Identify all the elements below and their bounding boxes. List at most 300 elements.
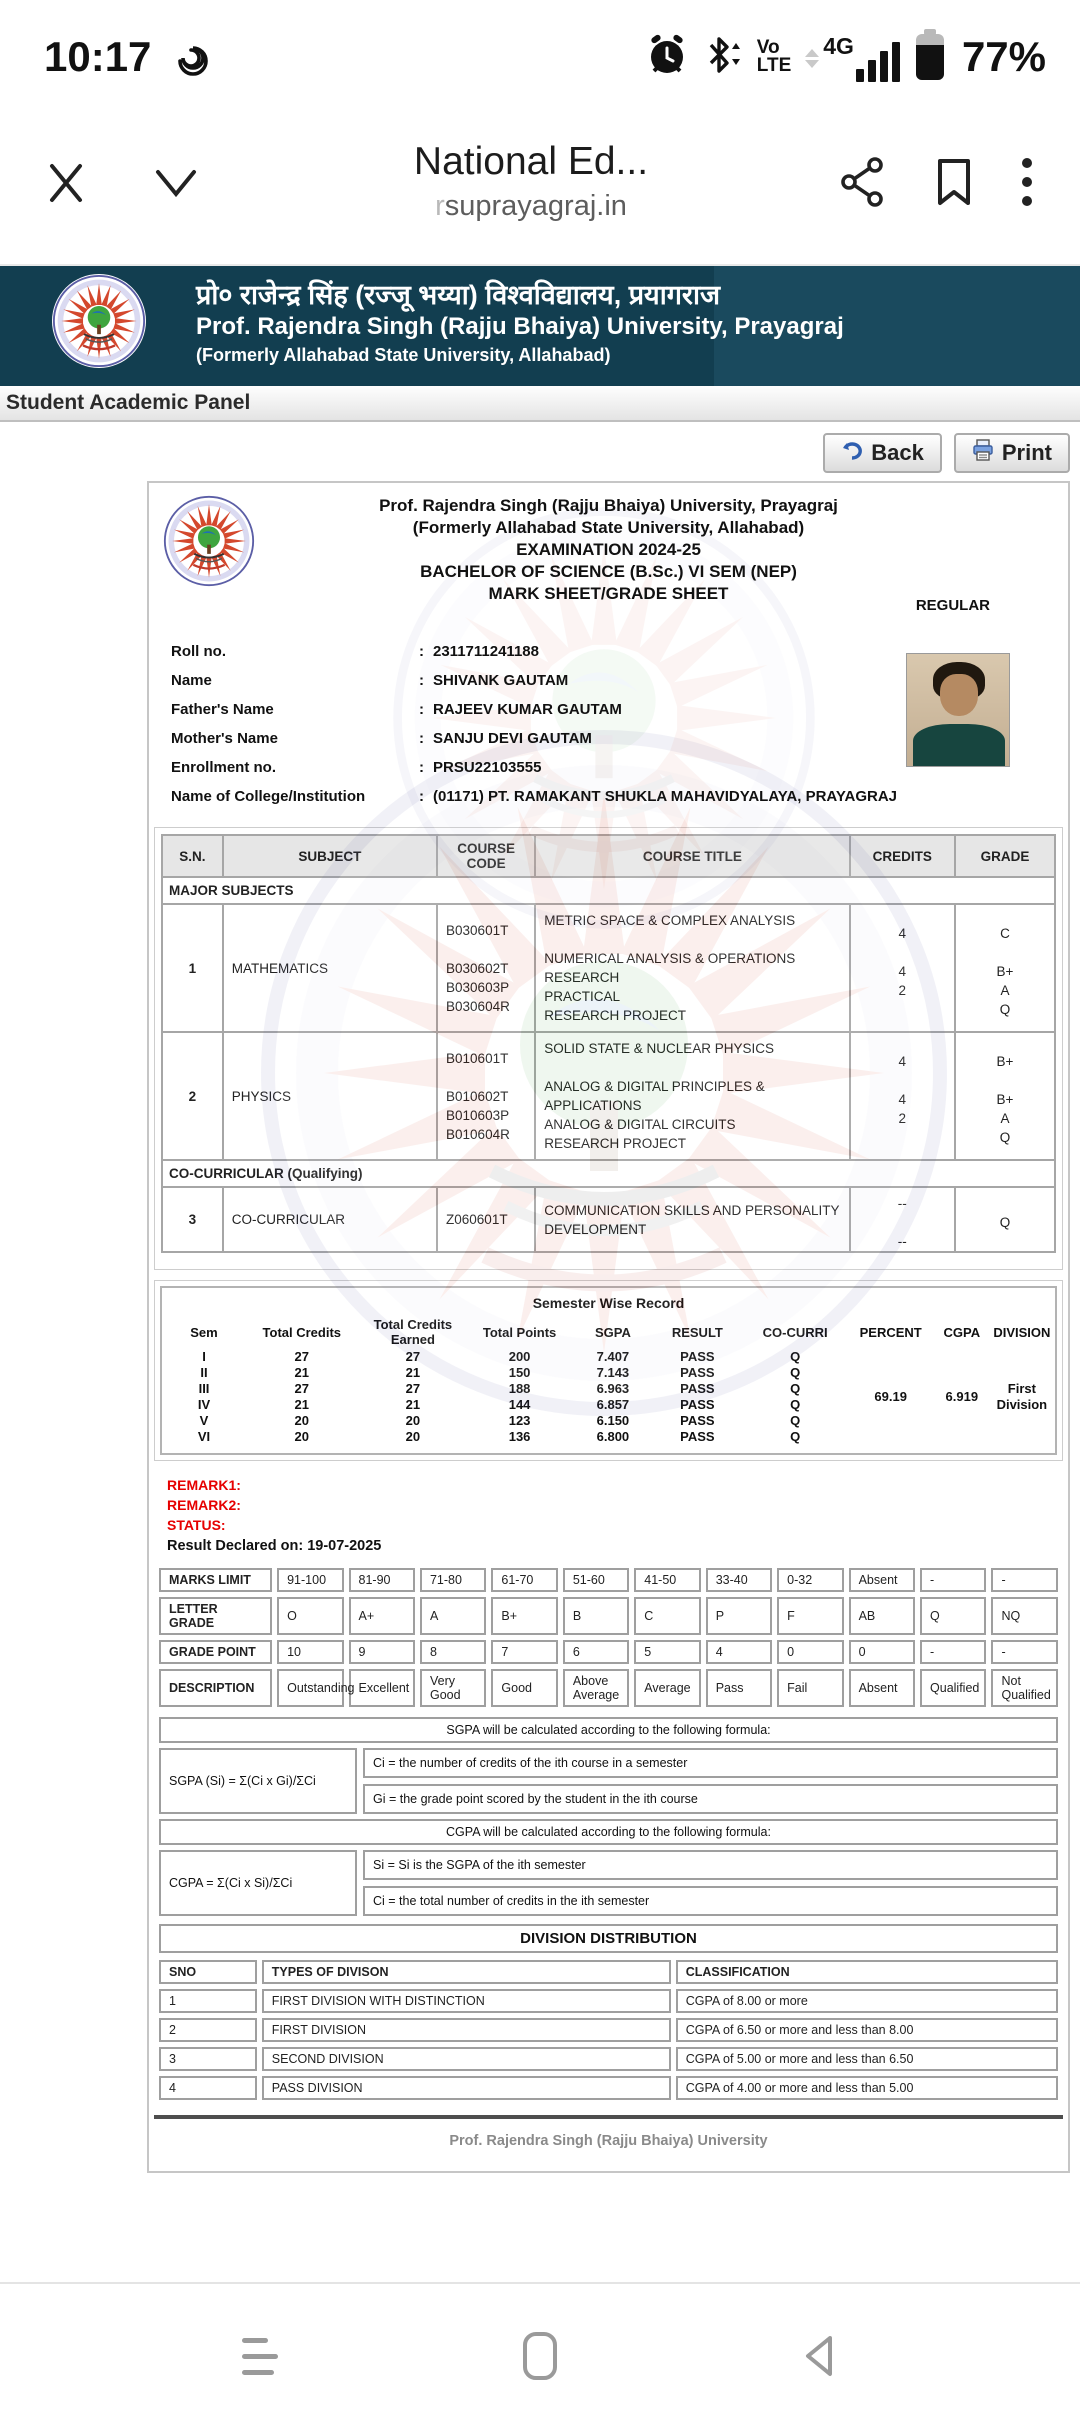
university-name-english: Prof. Rajendra Singh (Rajju Bhaiya) University, Prayagraj	[196, 313, 844, 340]
semester-record-table	[164, 1292, 1053, 1445]
subject-name: CO-CURRICULAR	[223, 1187, 437, 1252]
semester-header-cell: Total Credits	[262, 1324, 342, 1340]
overflow-menu-icon[interactable]	[1020, 155, 1034, 209]
semester-header-cell: Sem	[190, 1324, 218, 1340]
student-details	[149, 633, 1068, 821]
detail-value: (01171) PT. RAMAKANT SHUKLA MAHAVIDYALAYA, PRAYAGRAJ	[433, 788, 897, 805]
course-grade-line: Q	[999, 1215, 1011, 1230]
grade-scale-cell: Absent	[849, 1568, 915, 1592]
division-cell: SECOND DIVISION	[262, 2047, 671, 2071]
course-credit-line	[851, 1000, 954, 1019]
division-header-cell: TYPES OF DIVISON	[262, 1960, 671, 1984]
formula-note: Ci = the total number of credits in the ith semester	[363, 1886, 1058, 1916]
grade-scale-cell: C	[634, 1597, 700, 1635]
detail-colon: :	[419, 701, 424, 718]
semester-cell: Q	[790, 1365, 801, 1380]
mark-sheet-card	[147, 481, 1070, 2173]
course-codes	[437, 1187, 535, 1252]
course-title-line: COMMUNICATION SKILLS AND PERSONALITY DEVELOPMENT	[544, 1202, 840, 1237]
grade-scale-cell: Outstanding	[277, 1669, 343, 1707]
cgpa-value: 6.919	[945, 1389, 979, 1404]
grade-scale-cell: 61-70	[491, 1568, 557, 1592]
subjects-header-cell: CREDITS	[850, 835, 955, 877]
semester-cell: Q	[790, 1381, 801, 1396]
semester-cell: 20	[405, 1413, 421, 1428]
grade-scale-cell: 71-80	[420, 1568, 486, 1592]
grade-scale-section	[154, 1563, 1063, 1712]
course-grade-line: C	[1000, 925, 1010, 941]
sheet-header-line-5: MARK SHEET/GRADE SHEET	[488, 584, 729, 603]
detail-colon: :	[419, 788, 424, 805]
grade-scale-row	[159, 1669, 1058, 1707]
course-credit-line: 2	[898, 1110, 907, 1126]
back-nav-icon[interactable]	[792, 2328, 848, 2384]
subject-sn: 1	[162, 904, 223, 1032]
semester-header-cell: Total Points	[482, 1324, 557, 1340]
subject-row	[162, 904, 1055, 1032]
semester-record-panel	[154, 1280, 1063, 1461]
subjects-header-cell: COURSE TITLE	[535, 835, 849, 877]
subjects-panel	[154, 827, 1063, 1270]
division-cell: CGPA of 8.00 or more	[676, 1989, 1058, 2013]
remark2-label: REMARK2:	[167, 1497, 241, 1513]
panel-title: Student Academic Panel	[6, 391, 251, 414]
course-code-line: B010604R	[446, 1126, 510, 1142]
share-icon[interactable]	[838, 155, 888, 209]
grade-scale-cell: 8	[420, 1640, 486, 1664]
semester-cell: PASS	[680, 1397, 715, 1412]
grade-scale-cell: 9	[349, 1640, 415, 1664]
course-title-line: PRACTICAL	[544, 989, 621, 1004]
semester-header-cell: RESULT	[671, 1324, 723, 1340]
division-cell: 1	[159, 1989, 257, 2013]
semester-cell: I	[202, 1349, 206, 1364]
semester-cell: 6.800	[596, 1429, 630, 1444]
course-credit-line: 4	[898, 1091, 907, 1107]
semester-cell: Q	[790, 1349, 801, 1364]
course-code-line: B030604R	[446, 998, 510, 1014]
course-grades	[955, 1187, 1055, 1252]
remarks-block	[149, 1461, 1068, 1563]
semester-cell: 27	[294, 1381, 310, 1396]
semester-cell: PASS	[680, 1429, 715, 1444]
semester-cell: PASS	[680, 1381, 715, 1396]
division-cell: 4	[159, 2076, 257, 2100]
grade-scale-cell: Qualified	[920, 1669, 986, 1707]
formula-note: Si = Si is the SGPA of the ith semester	[363, 1850, 1058, 1880]
formula-body	[159, 1850, 1058, 1916]
course-grade-line: B+	[996, 963, 1014, 979]
formula-note: Gi = the grade point scored by the student in the ith course	[363, 1784, 1058, 1814]
detail-colon: :	[419, 672, 424, 689]
semester-cell: 7.143	[596, 1365, 630, 1380]
course-grade-line	[956, 1071, 1054, 1090]
formula-expression: CGPA = Σ(Ci x Si)/ΣCi	[159, 1850, 357, 1916]
university-name-hindi: प्रो० राजेन्द्र सिंह (रज्जू भय्या) विश्वविद्यालय, प्रयागराज	[196, 280, 720, 310]
sheet-header-line-4: BACHELOR OF SCIENCE (B.Sc.) VI SEM (NEP)	[420, 562, 797, 581]
semester-cell: 27	[294, 1349, 310, 1364]
grade-scale-cell: NQ	[991, 1597, 1058, 1635]
course-credits	[850, 1187, 955, 1252]
course-code-line: B030602T	[446, 960, 509, 976]
sheet-header-line-3: EXAMINATION 2024-25	[516, 540, 701, 559]
division-cell: PASS DIVISION	[262, 2076, 671, 2100]
course-title-line: SOLID STATE & NUCLEAR PHYSICS	[544, 1041, 775, 1056]
semester-cell: 200	[508, 1349, 531, 1364]
course-code-line: B030603P	[446, 979, 510, 995]
print-icon	[972, 439, 994, 467]
semester-cell: Q	[790, 1413, 801, 1428]
semester-cell: II	[200, 1365, 208, 1380]
semester-cell: IV	[197, 1397, 211, 1412]
sheet-logo	[163, 495, 255, 587]
course-code-line: Z060601T	[446, 1212, 508, 1227]
university-banner	[0, 266, 1080, 386]
grade-scale-cell: -	[991, 1640, 1058, 1664]
grade-scale-cell: P	[706, 1597, 772, 1635]
detail-colon: :	[419, 643, 424, 660]
grade-scale-cell: 0	[777, 1640, 843, 1664]
course-code-line: B010603P	[446, 1107, 510, 1123]
university-formerly: (Formerly Allahabad State University, Allahabad)	[196, 345, 611, 365]
subjects-header-cell: COURSE CODE	[437, 835, 535, 877]
semester-cell: 21	[405, 1365, 421, 1380]
volte-indicator: Vo LTE	[756, 37, 792, 76]
sheet-footer: Prof. Rajendra Singh (Rajju Bhaiya) University	[154, 2115, 1063, 2159]
subjects-header-cell: GRADE	[955, 835, 1055, 877]
page-title: National Ed...	[413, 140, 649, 183]
page-url: rsuprayagraj.in	[435, 190, 627, 222]
remark1-label: REMARK1:	[167, 1477, 241, 1493]
status-label: STATUS:	[167, 1517, 226, 1533]
subjects-header-cell: SUBJECT	[223, 835, 437, 877]
grade-scale-row	[159, 1568, 1058, 1592]
course-title-line: ANALOG & DIGITAL CIRCUITS	[544, 1117, 736, 1132]
course-grade-line	[956, 943, 1054, 962]
course-grade-line: Q	[999, 1001, 1011, 1017]
semester-record-title: Semester Wise Record	[532, 1295, 685, 1311]
formula-notes	[363, 1748, 1058, 1814]
subject-name: MATHEMATICS	[223, 904, 437, 1032]
semester-cell: 6.857	[596, 1397, 630, 1412]
semester-cell: 20	[294, 1429, 310, 1444]
grade-scale-table	[154, 1563, 1063, 1712]
course-credit-line	[851, 943, 954, 962]
division-distribution-section	[154, 1924, 1063, 2105]
semester-header-row	[164, 1315, 1053, 1349]
grade-scale-label: GRADE POINT	[159, 1640, 272, 1664]
close-icon[interactable]	[40, 156, 92, 208]
semester-header-cell: CGPA	[943, 1324, 981, 1340]
notification-spiral-icon	[173, 38, 211, 76]
semester-cell: 136	[508, 1429, 531, 1444]
detail-label: Father's Name	[171, 701, 274, 718]
grade-scale-cell: Excellent	[349, 1669, 415, 1707]
percent-value: 69.19	[874, 1389, 907, 1404]
subject-row	[162, 1032, 1055, 1160]
formula-note: Ci = the number of credits of the ith course in a semester	[363, 1748, 1058, 1778]
status-bar	[0, 0, 1080, 100]
grade-scale-cell: Fail	[777, 1669, 843, 1707]
course-credit-line: 2	[898, 982, 907, 998]
detail-value: RAJEEV KUMAR GAUTAM	[433, 701, 622, 718]
detail-row	[149, 782, 1068, 811]
semester-cell: 21	[294, 1365, 310, 1380]
course-code-line: B010601T	[446, 1050, 509, 1066]
course-code-line: B030601T	[446, 922, 509, 938]
course-title-line: ANALOG & DIGITAL PRINCIPLES & APPLICATIONS	[544, 1079, 765, 1113]
detail-label: Name of College/Institution	[171, 788, 366, 805]
course-grade-line: A	[1000, 1110, 1010, 1126]
back-icon	[841, 439, 863, 467]
nav-divider	[0, 2282, 1080, 2284]
formula-expression: SGPA (Si) = Σ(Ci x Gi)/ΣCi	[159, 1748, 357, 1814]
grade-scale-cell: 5	[634, 1640, 700, 1664]
grade-scale-cell: -	[920, 1640, 986, 1664]
semester-cell: 123	[508, 1413, 531, 1428]
course-credit-line: --	[897, 1196, 907, 1211]
division-cell: CGPA of 4.00 or more and less than 5.00	[676, 2076, 1058, 2100]
formula-notes	[363, 1850, 1058, 1916]
grade-scale-cell: 81-90	[349, 1568, 415, 1592]
subjects-header-row	[162, 835, 1055, 877]
semester-cell: 20	[405, 1429, 421, 1444]
page-title-block[interactable]	[234, 138, 828, 226]
subject-name: PHYSICS	[223, 1032, 437, 1160]
grade-scale-cell: B	[563, 1597, 629, 1635]
grade-scale-cell: 91-100	[277, 1568, 343, 1592]
division-cell: FIRST DIVISION WITH DISTINCTION	[262, 1989, 671, 2013]
detail-label: Roll no.	[171, 643, 226, 660]
subjects-header-cell: S.N.	[162, 835, 223, 877]
grade-scale-cell: B+	[491, 1597, 557, 1635]
grade-scale-cell: Pass	[706, 1669, 772, 1707]
course-code-line: B010602T	[446, 1088, 509, 1104]
formula-heading: SGPA will be calculated according to the following formula:	[159, 1717, 1058, 1743]
grade-scale-row	[159, 1597, 1058, 1635]
university-logo	[52, 274, 146, 368]
division-row	[159, 1989, 1058, 2013]
detail-colon: :	[419, 730, 424, 747]
course-title-line	[544, 1058, 840, 1077]
division-header-cell: CLASSIFICATION	[676, 1960, 1058, 1984]
formula-heading: CGPA will be calculated according to the following formula:	[159, 1819, 1058, 1845]
panel-title-bar	[0, 386, 1080, 422]
grade-scale-cell: Absent	[849, 1669, 915, 1707]
semester-cell: 150	[508, 1365, 531, 1380]
result-declared-date: Result Declared on: 19-07-2025	[167, 1538, 382, 1554]
system-nav-bar	[0, 2300, 1080, 2412]
division-header-cell: SNO	[159, 1960, 257, 1984]
semester-cell: 6.963	[596, 1381, 630, 1396]
grade-scale-cell: 10	[277, 1640, 343, 1664]
browser-toolbar	[0, 100, 1080, 266]
grade-scale-row	[159, 1640, 1058, 1664]
semester-cell: III	[198, 1381, 210, 1396]
semester-cell: PASS	[680, 1413, 715, 1428]
subject-row	[162, 1187, 1055, 1252]
course-code-line	[446, 1068, 526, 1087]
detail-value: SHIVANK GAUTAM	[433, 672, 569, 689]
detail-label: Name	[171, 672, 212, 689]
detail-label: Mother's Name	[171, 730, 278, 747]
course-grade-line: Q	[999, 1129, 1011, 1145]
division-row	[159, 2018, 1058, 2042]
grade-scale-cell: 0	[849, 1640, 915, 1664]
detail-value: PRSU22103555	[433, 759, 542, 776]
home-icon[interactable]	[512, 2328, 568, 2384]
semester-cell: 27	[405, 1349, 421, 1364]
sheet-header-line-2: (Formerly Allahabad State University, Allahabad)	[412, 518, 805, 537]
semester-cell: 188	[508, 1381, 531, 1396]
division-row	[159, 2076, 1058, 2100]
course-titles	[535, 1187, 849, 1252]
division-row	[159, 2047, 1058, 2071]
course-credits	[850, 904, 955, 1032]
grade-scale-cell: AB	[849, 1597, 915, 1635]
detail-label: Enrollment no.	[171, 759, 276, 776]
semester-cell: V	[199, 1413, 209, 1428]
course-title-line	[544, 930, 840, 949]
semester-header-cell: CO-CURRI	[762, 1324, 828, 1340]
grade-scale-cell: F	[777, 1597, 843, 1635]
subjects-section-title: CO-CURRICULAR (Qualifying)	[162, 1160, 1055, 1187]
clock-time: 10:17	[44, 33, 152, 80]
course-grade-line: B+	[996, 1091, 1014, 1107]
course-code-line	[446, 940, 526, 959]
course-title-line: RESEARCH PROJECT	[544, 1136, 687, 1151]
grade-scale-cell: 7	[491, 1640, 557, 1664]
sheet-header-line-1: Prof. Rajendra Singh (Rajju Bhaiya) University, Prayagraj	[379, 496, 838, 515]
division-cell: 2	[159, 2018, 257, 2042]
semester-cell: 6.150	[596, 1413, 630, 1428]
detail-colon: :	[419, 759, 424, 776]
course-grades	[955, 1032, 1055, 1160]
course-credit-line: 4	[898, 963, 907, 979]
course-titles	[535, 904, 849, 1032]
semester-cell: VI	[197, 1429, 211, 1444]
division-cell: FIRST DIVISION	[262, 2018, 671, 2042]
semester-cell: Q	[790, 1429, 801, 1444]
division-cell: CGPA of 6.50 or more and less than 8.00	[676, 2018, 1058, 2042]
grade-scale-cell: Good	[491, 1669, 557, 1707]
course-credit-line	[851, 1213, 954, 1232]
chevron-down-icon[interactable]	[148, 156, 204, 208]
division-header-row	[159, 1960, 1058, 1984]
semester-cell: 21	[294, 1397, 310, 1412]
course-codes	[437, 904, 535, 1032]
course-credit-line: --	[897, 1234, 907, 1249]
semester-cell: 20	[294, 1413, 310, 1428]
grade-scale-cell: A	[420, 1597, 486, 1635]
course-titles	[535, 1032, 849, 1160]
division-cell: CGPA of 5.00 or more and less than 6.50	[676, 2047, 1058, 2071]
grade-scale-cell: -	[920, 1568, 986, 1592]
semester-cell: PASS	[680, 1349, 715, 1364]
student-photo	[906, 653, 1010, 767]
sheet-header	[149, 483, 1068, 633]
grade-scale-cell: A+	[349, 1597, 415, 1635]
subject-sn: 3	[162, 1187, 223, 1252]
semester-header-cell: DIVISION	[993, 1324, 1051, 1340]
course-credit-line	[851, 1071, 954, 1090]
bluetooth-icon	[703, 33, 743, 82]
course-credit-line	[851, 1128, 954, 1147]
course-credits	[850, 1032, 955, 1160]
subjects-section-row	[162, 1160, 1055, 1187]
course-grade-line: B+	[996, 1053, 1014, 1069]
grade-scale-cell: 41-50	[634, 1568, 700, 1592]
battery-percent-label: 77%	[961, 33, 1046, 80]
division-distribution-title: DIVISION DISTRIBUTION	[159, 1924, 1058, 1953]
detail-value: SANJU DEVI GAUTAM	[433, 730, 592, 747]
semester-cell: 21	[405, 1397, 421, 1412]
grade-scale-cell: Not Qualified	[991, 1669, 1058, 1707]
grade-scale-cell: Above Average	[563, 1669, 629, 1707]
back-button[interactable]: Back	[823, 433, 942, 473]
grade-scale-cell: 51-60	[563, 1568, 629, 1592]
semester-cell: PASS	[680, 1365, 715, 1380]
grade-scale-cell: O	[277, 1597, 343, 1635]
semester-header-cell: PERCENT	[859, 1324, 922, 1340]
semester-header-cell: Total Credits Earned	[373, 1317, 453, 1347]
division-cell: 3	[159, 2047, 257, 2071]
grade-scale-label: LETTER GRADE	[159, 1597, 272, 1635]
grade-scale-cell: Very Good	[420, 1669, 486, 1707]
semester-row	[164, 1349, 1053, 1365]
course-grade-line: A	[1000, 982, 1010, 998]
bookmark-icon[interactable]	[932, 155, 976, 209]
course-title-line: METRIC SPACE & COMPLEX ANALYSIS	[544, 913, 796, 928]
recents-icon[interactable]	[232, 2328, 288, 2384]
subjects-table	[161, 834, 1056, 1253]
division-value: First Division	[996, 1381, 1048, 1412]
semester-cell: 27	[405, 1381, 421, 1396]
semester-cell: 144	[508, 1397, 531, 1412]
alarm-icon	[645, 33, 689, 82]
detail-value: 2311711241188	[433, 643, 539, 660]
toolbar-actions	[0, 422, 1080, 473]
course-codes	[437, 1032, 535, 1160]
grade-scale-cell: 0-32	[777, 1568, 843, 1592]
grade-scale-cell: 33-40	[706, 1568, 772, 1592]
course-grades	[955, 904, 1055, 1032]
grade-scale-cell: Average	[634, 1669, 700, 1707]
battery-icon	[914, 29, 946, 86]
grade-scale-cell: Q	[920, 1597, 986, 1635]
formulas-section	[154, 1717, 1063, 1916]
grade-scale-cell: 6	[563, 1640, 629, 1664]
semester-cell: Q	[790, 1397, 801, 1412]
course-credit-line: 4	[898, 925, 907, 941]
grade-scale-cell: 4	[706, 1640, 772, 1664]
division-distribution-table	[154, 1955, 1063, 2105]
course-title-line: RESEARCH PROJECT	[544, 1008, 687, 1023]
print-button[interactable]: Print	[954, 433, 1070, 473]
formula-body	[159, 1748, 1058, 1814]
semester-header-cell: SGPA	[594, 1324, 631, 1340]
signal-strength-icon	[805, 33, 900, 82]
subjects-section-row	[162, 877, 1055, 904]
semester-cell: 7.407	[596, 1349, 630, 1364]
network-type-label: 4G	[823, 32, 854, 59]
grade-scale-cell: -	[991, 1568, 1058, 1592]
exam-mode-label: REGULAR	[915, 597, 990, 614]
grade-scale-label: DESCRIPTION	[159, 1669, 272, 1707]
course-title-line: NUMERICAL ANALYSIS & OPERATIONS RESEARCH	[544, 951, 796, 985]
subjects-section-title: MAJOR SUBJECTS	[162, 877, 1055, 904]
grade-scale-label: MARKS LIMIT	[159, 1568, 272, 1592]
